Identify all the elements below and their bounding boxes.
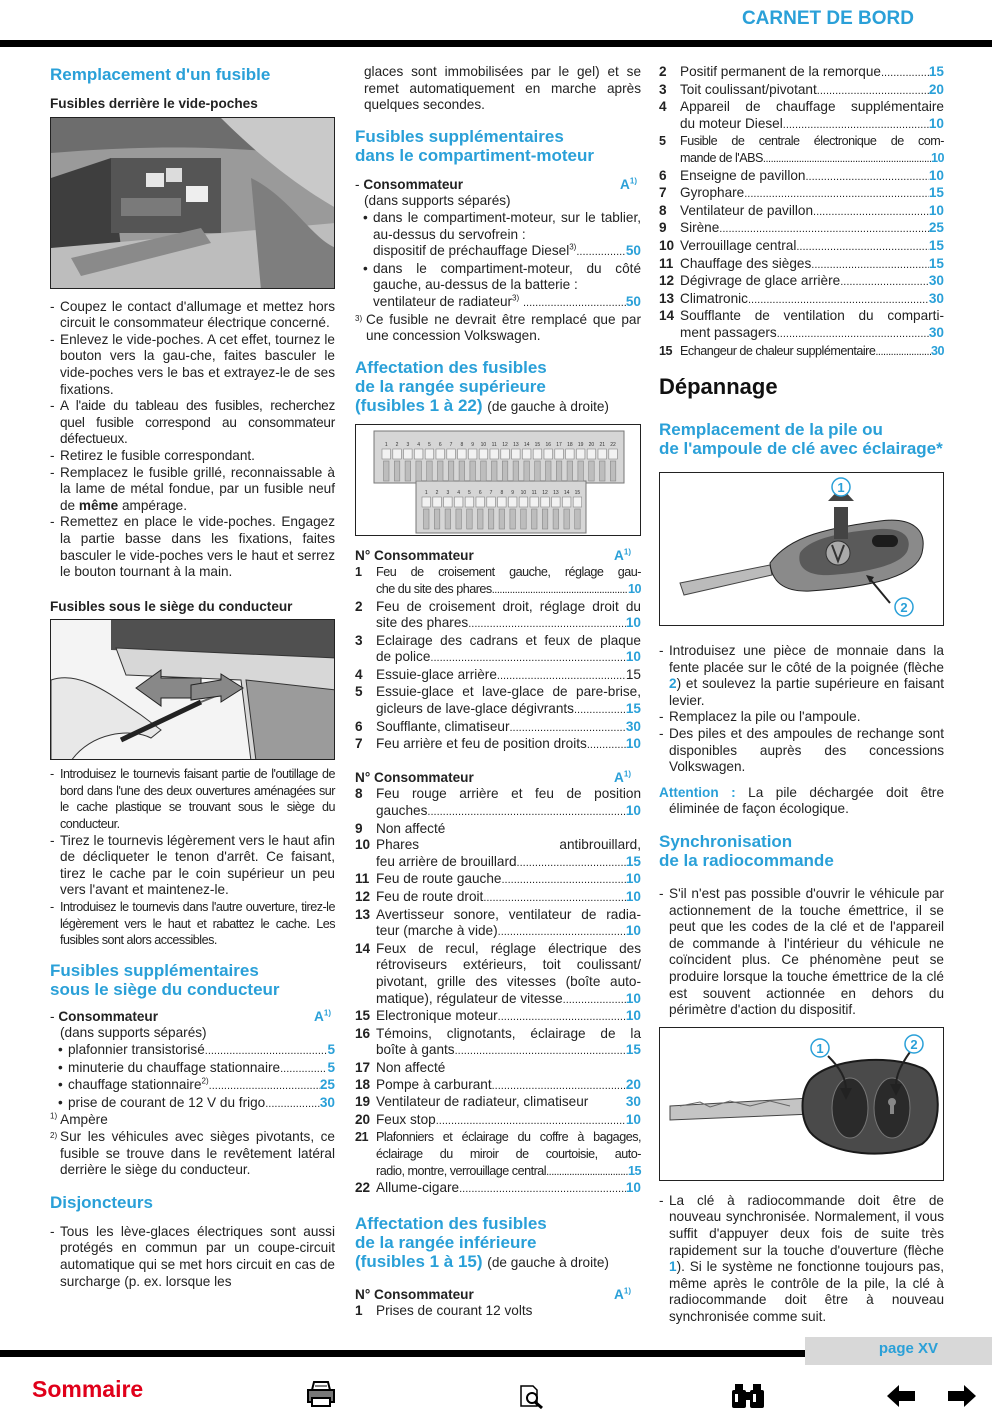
table-header: N° Consommateur $A^{1)}$ [355,547,631,563]
fuse-consumer: Pompe à carburant [376,1076,492,1092]
fuse-number: 9 [659,220,667,236]
fuse-number: 4 [659,99,667,115]
section-title: Dépannage [659,374,778,400]
seat-fuse-cover-illustration [50,619,335,760]
section-heading: Fusibles supplémentaires sous le siège du conducteur [50,960,280,999]
fuse-number: 21 [355,1130,369,1145]
instruction-step: - Retirez le fusible correspondant. [50,448,335,465]
dot-leader [492,1078,626,1095]
fuse-row [355,837,641,871]
fuse-slot-number: 1 [424,489,428,496]
fuse-row [355,1094,641,1112]
warning-note: Attention : La pile déchargée doit être éliminée de façon écologique. [659,784,945,817]
fuse-consumer: Enseigne de pavillon [680,167,806,183]
fuse-consumer: Electronique moteur [376,1008,498,1024]
fuse-slot-number: 11 [531,489,537,496]
fuse-slot-number: 4 [417,441,421,448]
separate-holders-note: (dans supports séparés) [60,1025,207,1041]
fuse-number: 8 [355,786,363,802]
callout-number: 1 [837,480,845,496]
dot-leader [817,83,929,100]
dot-leader [498,1009,626,1026]
fuse-slot-number: 12 [542,489,548,496]
fuse-row [659,291,944,309]
fuse-slot-number: 14 [523,441,530,448]
fuse-amperage: 15 [625,853,641,869]
instruction-step: - Remettez en place le vide-poches. Engagez la partie basse dans les fixations, faites basculer le vide-poches vers le haut et serrez le bouton tournant à la main. [50,514,335,580]
fuse-slot-number: 11 [491,441,497,448]
lower-row-table [355,1287,641,1320]
instruction-step: - Tirez le tournevis légèrement vers le haut afin de décliqueter le tenon d'arrêt. Ce faisant, tirez le cache par le coin supérieur un peu vers l'avant et maintenez-le. [50,833,335,899]
fuse-row [659,185,944,203]
fuse-amperage: 10 [625,1180,641,1196]
fuse-consumer: Eclairage des cadrans et feux de plaque [376,632,641,648]
dot-leader [436,1113,626,1130]
fuse-consumer: Ventilateur de radiateur, climatiseur [376,1094,589,1110]
fuse-row [659,99,944,133]
body-text: - La clé à radiocommande doit être de nouveau synchronisée. Normalement, il vous suffit d'appuyer deux fois de suite très rapidement sur la touche d'ouverture (flèche 1). Si le système ne fonctionne toujours pas, même après le contrôle de la pile, la clé à radiocommande doit être à nouveau synchronisée comme suit. [659,1193,944,1326]
fuse-consumer: Allume-cigare [376,1180,460,1196]
fuse-consumer: de police [376,649,431,665]
consumer-header: - Consommateur $A^{1)}$ [355,176,637,192]
fuse-item: dispositif de préchauffage Diesel$^{3)}$ ..... 50 [355,243,641,261]
dot-leader [510,720,626,737]
fuse-row [659,168,944,186]
subheading: Fusibles sous le siège du conducteur [50,598,293,614]
fuse-amperage: 15 [627,1163,641,1178]
callout-number: 2 [900,600,908,616]
fuse-consumer: Phares antibrouillard, [376,837,641,853]
fuse-number: 14 [355,940,371,956]
arrow-left-icon[interactable] [887,1385,917,1412]
fuse-amperage: 10 [928,115,944,131]
fuse-number: 14 [659,308,675,324]
fuse-slot-number: 6 [438,441,442,448]
dot-leader [811,257,929,274]
fuse-row [355,719,641,737]
fuse-number: 6 [659,167,667,183]
section-heading: Fusibles supplémentaires dans le compartiment-moteur [355,126,594,165]
dot-leader [796,239,929,256]
fuse-consumer: Toit coulissant/pivotant [680,81,817,97]
fuse-consumer: Feu de route droit [376,889,484,904]
fuse-consumer: Verrouillage central [680,237,797,253]
dot-leader [744,186,929,203]
fuse-number: 4 [355,666,363,682]
fuse-row [355,821,641,838]
fuse-slot-number: 5 [428,441,431,448]
fuse-row [355,684,641,718]
fuse-consumer: Feu de croisement gauche, réglage gau- [376,565,641,580]
fuse-consumer: Non affecté [376,1059,446,1075]
fuse-slot-number: 7 [489,489,493,496]
fuse-number: 15 [659,343,673,358]
fuse-number: 12 [659,273,675,289]
callout-number: 2 [910,1036,918,1052]
fuse-number: 5 [355,684,363,700]
fuse-amperage: 10 [928,202,944,218]
footnote: 2) Sur les véhicules avec sièges pivotants, ce fusible se trouve dans le revêtement latéral derrière le siège du conducteur. [50,1128,335,1178]
upper-row-table [355,548,641,1198]
zoom-page-icon[interactable] [519,1384,545,1415]
fuse-slot-number: 22 [610,441,616,448]
glovebox-fuse-photo [50,117,335,289]
fuse-consumer: Feu de croisement droit, réglage droit du [376,598,641,614]
fuse-slot-number: 17 [556,441,562,448]
fuse-row [659,238,944,256]
fuse-amperage: 15 [928,255,944,271]
instruction-step: - Introduisez une pièce de monnaie dans la fente placée sur le côté de la poignée (flèche 2) et soulevez la partie supérieure en faisant levier. [659,643,944,709]
dot-leader [498,924,626,941]
fuse-slot-number: 10 [520,489,527,496]
fuse-number: 2 [659,64,667,79]
fuse-slot-number: 20 [588,441,595,448]
fuse-slot-number: 13 [513,441,519,448]
dot-leader [783,117,929,134]
dot-leader [517,855,626,872]
instruction-step: - Remplacez le fusible grillé, reconnaissable à la lame de métal fondue, par un fusible neuf de même ampérage. [50,465,335,515]
body-text: glaces sont immobilisées par le gel) et se remet automatiquement en marche après quelques secondes. [364,64,641,113]
fuse-consumer: Essuie-glace et lave-glace de pare-brise, [376,684,641,700]
fuse-row [355,786,641,820]
page-number: page XV [805,1337,992,1365]
fuse-row [355,599,641,633]
fuse-slot-number: 15 [574,489,581,496]
fuse-consumer: gauches [376,803,428,819]
dot-leader [468,616,626,633]
header-title: CARNET DE BORD [741,8,914,29]
fuse-item: • chauffage stationnaire$^{2)}$ ..... 25 [50,1077,335,1095]
fuse-row [355,1008,641,1026]
key-battery-illustration [659,472,944,626]
fuse-amperage: 10 [625,736,641,752]
instruction-step: - Introduisez le tournevis dans l'autre ouverture, tirez-le légèrement vers le haut et rabattez le cache. Les fusibles sont alors accessibles. [50,899,335,949]
fuse-amperage: 15 [625,701,641,717]
fuse-consumer: Témoins, clignotants, éclairage de la [376,1025,641,1041]
fuse-consumer: Feu arrière et feu de position droits [376,736,587,752]
fuse-consumer: du moteur Diesel [680,115,783,131]
fuse-number: 18 [355,1076,371,1092]
dot-leader [459,1181,626,1198]
fuse-row [659,343,944,361]
section-heading: Affectation des fusibles de la rangée inférieure (fusibles 1 à 15) (de gauche à droite) [355,1213,609,1271]
fuse-consumer: gicleurs de lave-glace dégivrants [376,701,574,717]
dot-leader [455,1043,626,1060]
lower-row-table-continued [659,64,944,360]
fuse-slot-number: 9 [511,489,515,496]
instruction-step: - Des piles et des ampoules de rechange sont disponibles auprès des concessions Volkswagen. [659,726,944,776]
fuse-row [355,1112,641,1130]
arrow-right-icon[interactable] [946,1385,976,1412]
fuse-slot-number: 1 [384,441,388,448]
fuse-amperage: 10 [625,1111,641,1127]
fuse-amperage: 10 [625,803,641,819]
fuse-amperage: 10 [627,581,641,596]
fuse-slot-number: 8 [500,489,504,496]
sommaire-link[interactable]: Sommaire [32,1376,144,1402]
fuse-number: 15 [355,1008,371,1024]
section-heading: Synchronisation de la radiocommande [659,832,834,871]
fuse-amperage: 10 [928,167,944,183]
fuse-consumer: Feux de recul, réglage électrique des rétroviseurs extérieurs, toit coulissant/ pivotant, grille des vitesses (boîte auto- [376,940,641,989]
fuse-consumer: Chauffage des sièges [680,255,812,271]
dot-leader [574,702,626,719]
fuse-item: • plafonnier transistorisé ..... 5 [50,1042,335,1060]
section-heading: Remplacement d'un fusible [50,65,271,84]
fuse-row [355,564,641,598]
fuse-slot-number: 21 [599,441,606,448]
footnote: 3) Ce fusible ne devrait être remplacé que par une concession Volkswagen. [355,311,641,344]
column-2 [355,64,641,1320]
fuse-amperage: 10 [625,871,641,887]
fuse-number: 9 [355,820,363,836]
fuse-slot-number: 14 [563,489,570,496]
fuse-consumer: Dégivrage de glace arrière [680,273,841,289]
fuse-consumer: Plafonniers et éclairage du coffre à bagages, éclairage du miroir de courtoisie, auto- [376,1130,641,1161]
dot-leader [546,1164,628,1181]
fuse-slot-number: 3 [406,441,410,448]
fuse-row [355,941,641,1008]
fuse-amperage: 15 [928,185,944,201]
fuse-number: 11 [355,871,370,887]
fuse-row [659,273,944,291]
fuse-number: 7 [355,736,363,752]
instruction-step: - A l'aide du tableau des fusibles, recherchez quel fusible correspond au consommateur défectueux. [50,398,335,448]
top-rule [0,40,992,47]
fuse-row [659,133,944,167]
fuse-amperage: 10 [625,615,641,631]
fuse-slot-number: 6 [478,489,482,496]
fuse-row: 1 Prises de courant 12 volts [355,1303,533,1319]
fuse-item: • minuterie du chauffage stationnaire ..... 5 [50,1060,335,1078]
fuse-slot-number: 2 [435,489,439,496]
section-heading: Affectation des fusibles de la rangée supérieure (fusibles 1 à 22) (de gauche à droite) [355,357,609,415]
fuse-slot-number: 5 [468,489,471,496]
fuse-consumer: Soufflante de ventilation du comparti- [680,308,944,324]
section-heading: Disjoncteurs [50,1192,153,1212]
fuse-slot-number: 16 [545,441,552,448]
dot-leader [748,292,929,309]
fuse-consumer: ment passagers [680,324,777,340]
dot-leader [719,221,929,238]
dot-leader [840,274,929,291]
fuse-consumer: matique), régulateur de vitesse [376,990,563,1006]
fuse-slot-number: 3 [446,489,450,496]
fuse-amperage: 20 [928,81,944,97]
dot-leader [881,65,929,82]
body-text: - S'il n'est pas possible d'ouvrir le véhicule par actionnement de la touche émettrice, il se peut que les codes de la clé et de l'appareil de commande à l'intérieur du véhicule ne coïncident plus. Ce phénomène peut se produire lorsque la touche émettrice de la clé est souvent actionnée en dehors du périmètre d'action du dispositif. [659,886,944,1019]
fuse-consumer: Ventilateur de pavillon [680,202,814,218]
fuse-row [355,1077,641,1095]
fuse-row [355,633,641,667]
fuse-number: 10 [355,837,371,853]
fuse-number: 8 [659,202,667,218]
fuse-item: • dans le compartiment-moteur, sur le tablier, au-dessus du servofrein : [355,210,641,243]
fuse-slot-number: 13 [553,489,559,496]
fuse-number: 2 [355,598,363,614]
fuse-item: • prise de courant de 12 V du frigo ..... 30 [50,1095,335,1113]
fuse-slot-number: 2 [395,441,399,448]
fuse-number: 5 [659,134,666,149]
instruction-step: - Enlevez le vide-poches. A cet effet, tournez le bouton vers la gau-che, faites basculer le vide-poches vers le bas et extrayez-le de ses fixations. [50,332,335,398]
fuse-slot-number: 12 [502,441,508,448]
fuse-row [659,220,944,238]
fuse-number: 17 [355,1059,371,1075]
fuse-slot-number: 4 [457,489,461,496]
body-text: - Tous les lève-glaces électriques sont aussi protégés en commun par un coupe-circuit automatique qui se met hors circuit en cas de surcharge (p. ex. lorsque les [50,1224,335,1290]
fuse-item: • dans le compartiment-moteur, du côté gauche, au-dessus de la batterie : [355,261,641,294]
dot-leader [492,582,628,599]
fuse-consumer: Sirène [680,220,720,236]
fuse-amperage: 10 [625,923,641,939]
fuse-slot-number: 10 [480,441,487,448]
fuse-number: 13 [355,906,371,922]
fuse-amperage: 30 [625,1094,641,1110]
fuse-row [355,1060,641,1077]
fuse-row [659,203,944,221]
fuse-number: 20 [355,1111,371,1127]
fuse-number: 13 [659,290,675,306]
fuse-row [355,736,641,754]
fuse-amperage: 30 [928,290,944,306]
fuse-consumer: Appareil de chauffage supplémentaire [680,99,944,115]
fuse-consumer: site des phares [376,615,469,631]
dot-leader [777,326,929,343]
dot-leader [763,151,931,168]
fuse-number: 3 [355,632,363,648]
fuse-amperage: 10 [930,150,944,165]
fuse-consumer: che du site des phares [376,581,492,596]
separate-holders-note: (dans supports séparés) [364,193,511,209]
dot-leader [483,890,626,907]
fuse-row [355,667,641,685]
fuse-row [659,64,944,82]
fuse-amperage: 10 [625,1008,641,1024]
fuse-consumer: Avertisseur sonore, ventilateur de radia- [376,906,641,922]
fuse-amperage: 15 [928,237,944,253]
fuse-consumer: Fusible de centrale électronique de com- [680,134,944,149]
column-3 [659,64,944,1326]
dot-leader [563,992,626,1009]
fuse-amperage: 25 [928,220,944,236]
fuse-slot-number: 8 [460,441,464,448]
instruction-step: - Coupez le contact d'allumage et mettez hors circuit le consommateur électrique concerné. [50,299,335,332]
callout-number: 1 [816,1040,824,1056]
subheading: Fusibles derrière le vide-poches [50,96,258,111]
fuse-number: 7 [659,185,667,201]
fuse-item: ventilateur de radiateur$^{3)}$ ..... 50 [355,294,641,312]
dot-leader [587,737,626,754]
fuse-row [355,1180,641,1198]
fuse-consumer: Echangeur de chaleur supplémentaire [680,343,876,358]
fuse-amperage: 10 [625,649,641,665]
fuse-consumer: Soufflante, climatiseur [376,718,510,734]
fuse-number: 19 [355,1094,371,1110]
consumer-header: - Consommateur $A^{1)}$ [50,1008,331,1024]
fuse-amperage: 20 [625,1076,641,1092]
fuse-number: 6 [355,718,363,734]
fuse-consumer: boîte à gants [376,1042,455,1058]
fuse-amperage: 30 [928,324,944,340]
fuse-number: 1 [355,565,362,580]
fuse-consumer: teur (marche à vide) [376,923,498,939]
fuse-amperage: 15 [625,1042,641,1058]
binoculars-icon[interactable] [730,1382,766,1415]
dot-leader [813,204,929,221]
fuse-amperage: 15 [625,666,641,682]
instruction-step: - Introduisez le tournevis faisant partie de l'outillage de bord dans l'une des deux ouvertures aménagées sur le cache plastique se trouvant sous le siège du conducteur. [50,766,335,832]
fuse-row [659,82,944,100]
fuse-slot-number: 18 [567,441,573,448]
fuse-amperage: 10 [625,990,641,1006]
fuse-number: 10 [659,237,675,253]
fuse-slot-number: 7 [449,441,453,448]
fuse-number: 11 [659,255,674,271]
fuse-consumer: Feu rouge arrière et feu de position [376,786,641,802]
remote-key-illustration [659,1027,944,1181]
fuse-amperage: 30 [625,718,641,734]
fuse-row [355,1026,641,1060]
fuse-amperage: 30 [928,273,944,289]
fuse-consumer: mande de l'ABS [680,150,763,165]
fuse-consumer: Feu de route gauche [376,871,502,887]
fuse-consumer: radio, montre, verrouillage central [376,1163,547,1178]
section-heading: Remplacement de la pile ou de l'ampoule de clé avec éclairage* [659,420,943,459]
fuse-number: 3 [659,81,667,97]
fuse-consumer: Positif permanent de la remorque [680,64,881,79]
fuse-amperage: 10 [625,889,641,904]
fuse-consumer: Non affecté [376,820,446,836]
footnote: $^{1)}$ Ampère [50,1111,108,1128]
fuse-number: 12 [355,889,371,904]
fuse-consumer: Climatronic [680,290,748,306]
printer-icon[interactable] [306,1380,336,1413]
dot-leader [430,650,625,667]
dot-leader [805,169,928,186]
fuse-number: 22 [355,1180,371,1196]
dot-leader [497,668,626,685]
dot-leader [427,804,625,821]
fuse-consumer: feu arrière de brouillard [376,853,517,869]
dot-leader [875,344,931,361]
fuse-slot-number: 19 [577,441,584,448]
fuse-number: 16 [355,1025,371,1041]
fuse-row [355,1129,641,1180]
fuse-consumer: Feux stop [376,1111,436,1127]
fuse-row [355,907,641,941]
fuse-row [659,256,944,274]
instruction-step: - Remplacez la pile ou l'ampoule. [659,709,944,726]
fuse-row [355,889,641,907]
table-header: N° Consommateur $A^{1)}$ [355,769,631,785]
fuse-amperage: 30 [930,343,944,358]
fuse-consumer: Gyrophare [680,185,745,201]
fuse-row [355,871,641,889]
fuse-slot-number: 9 [471,441,475,448]
fuse-consumer: Essuie-glace arrière [376,666,497,682]
table-header: N° Consommateur $A^{1)}$ [355,1286,631,1302]
dot-leader [501,872,625,889]
fuse-amperage: 15 [928,64,944,79]
fuse-row [659,308,944,342]
column-1 [50,64,335,1290]
fuse-slot-number: 15 [534,441,541,448]
fuse-box-diagram [355,424,641,536]
